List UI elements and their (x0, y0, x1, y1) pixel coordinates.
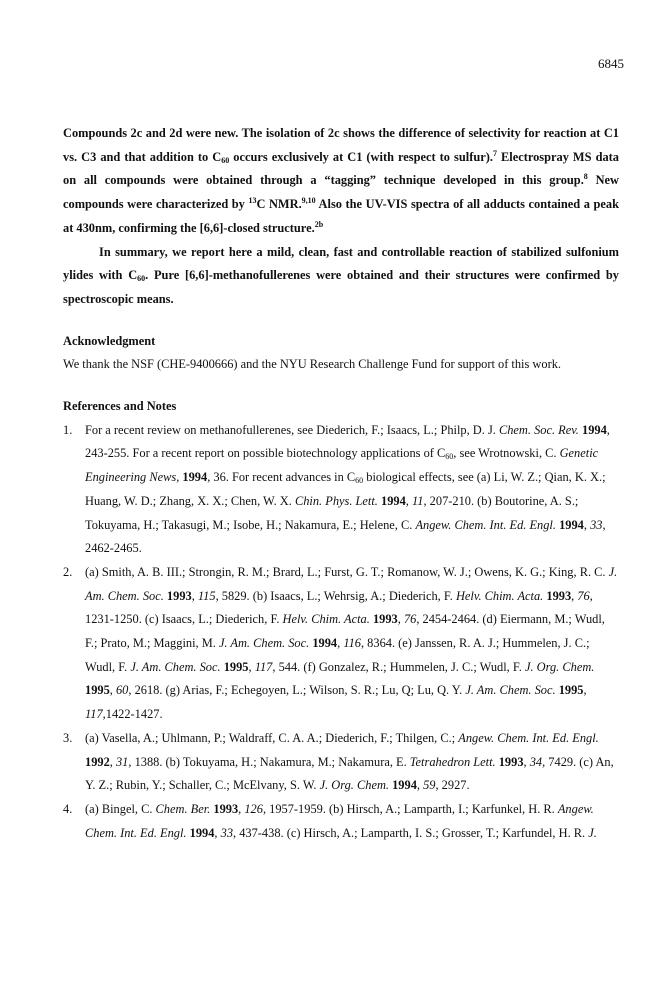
reference-item-1: 1. For a recent review on methanofullerenes, see Diederich, F.; Isaacs, L.; Philp, D. J. Chem. Soc. Rev. 1994, 243-255. For a recent report on possible biotechnology applications of $C_{60}$, see Wrotnowski, C. Genetic Engineering News, 1994, 36. For recent advances in $C_{60}$ biological effects, see (a) Li, W. Z.; Qian, K. X.; Huang, W. D.; Zhang, X. X.; Chen, W. X. Chin. Phys. Lett. 1994, 11, 207-210. (b) Boutorine, A. S.; Tokuyama, H.; Takasugi, M.; Isobe, H.; Nakamura, E.; Helene, C. Angew. Chem. Int. Ed. Engl. 1994, 33, 2462-2465. (63, 422, 610, 556)
main-content (63, 122, 619, 845)
reference-item-2: 2. (a) Smith, A. B. III.; Strongin, R. M.; Brard, L.; Furst, G. T.; Romanow, W. J.; Owens, K. G.; King, R. C. J. Am. Chem. Soc. 1993, 115, 5829. (b) Isaacs, L.; Wehrsig, A.; Diederich, F. Helv. Chim. Acta. 1993, 76, 1231-1250. (c) Isaacs, L.; Diederich, F. Helv. Chim. Acta. 1993, 76, 2454-2464. (d) Eiermann, M.; Wudl, F.; Prato, M.; Maggini, M. J. Am. Chem. Soc. 1994, 116, 8364. (e) Janssen, R. A. J.; Hummelen, J. C.; Wudl, F. J. Am. Chem. Soc. 1995, 117, 544. (f) Gonzalez, R.; Hummelen, J. C.; Wudl, F. J. Org. Chem. 1995, 60, 2618. (g) Arias, F.; Echegoyen, L.; Wilson, S. R.; Lu, Q; Lu, Q. Y. J. Am. Chem. Soc. 1995, 117,1422-1427. (63, 564, 618, 722)
body-paragraph-2: In summary, we report here a mild, clean, fast and controllable reaction of stabilized sulfonium ylides with $C_{60}$. Pure [6,6]-methanofullerenes were obtained and their structures were confirmed by spectroscopic means. (63, 244, 619, 306)
reference-item-3: 3. (a) Vasella, A.; Uhlmann, P.; Waldraff, C. A. A.; Diederich, F.; Thilgen, C.; Angew. Chem. Int. Ed. Engl. 1992, 31, 1388. (b) Tokuyama, H.; Nakamura, M.; Nakamura, E. Tetrahedron Lett. 1993, 34, 7429. (c) An, Y. Z.; Rubin, Y.; Schaller, C.; McElvany, S. W. J. Org. Chem. 1994, 59, 2927. (63, 730, 614, 793)
references-heading: References and Notes (63, 399, 177, 414)
acknowledgment-text: We thank the NSF (CHE-9400666) and the NYU Research Challenge Fund for support of this work. (63, 357, 561, 372)
references-list (63, 419, 619, 846)
reference-item-4: 4. (a) Bingel, C. Chem. Ber. 1993, 126, 1957-1959. (b) Hirsch, A.; Lamparth, I.; Karfunkel, H. R. Angew. Chem. Int. Ed. Engl. 1994, 33, 437-438. (c) Hirsch, A.; Lamparth, I. S.; Grosser, T.; Karfundel, H. R. J. (63, 801, 597, 840)
page-number: 6845 (598, 56, 624, 71)
acknowledgment-heading: Acknowledgment (63, 333, 156, 348)
body-paragraph-1: Compounds 2c and 2d were new. The isolation of 2c shows the difference of selectivity for reaction at C1 vs. C3 and that addition to $C_{60}$ occurs exclusively at C1 (with respect to sulfur).$^7$ Electrospray MS data on all compounds were obtained through a “tagging” technique developed in this group.$^8$ New compounds were characterized by $^{13}$C NMR.$^{9,10}$ Also the UV-VIS spectra of all adducts contained a peak at 430nm, confirming the [6,6]-closed structure.$^{2b}$ (63, 126, 619, 235)
